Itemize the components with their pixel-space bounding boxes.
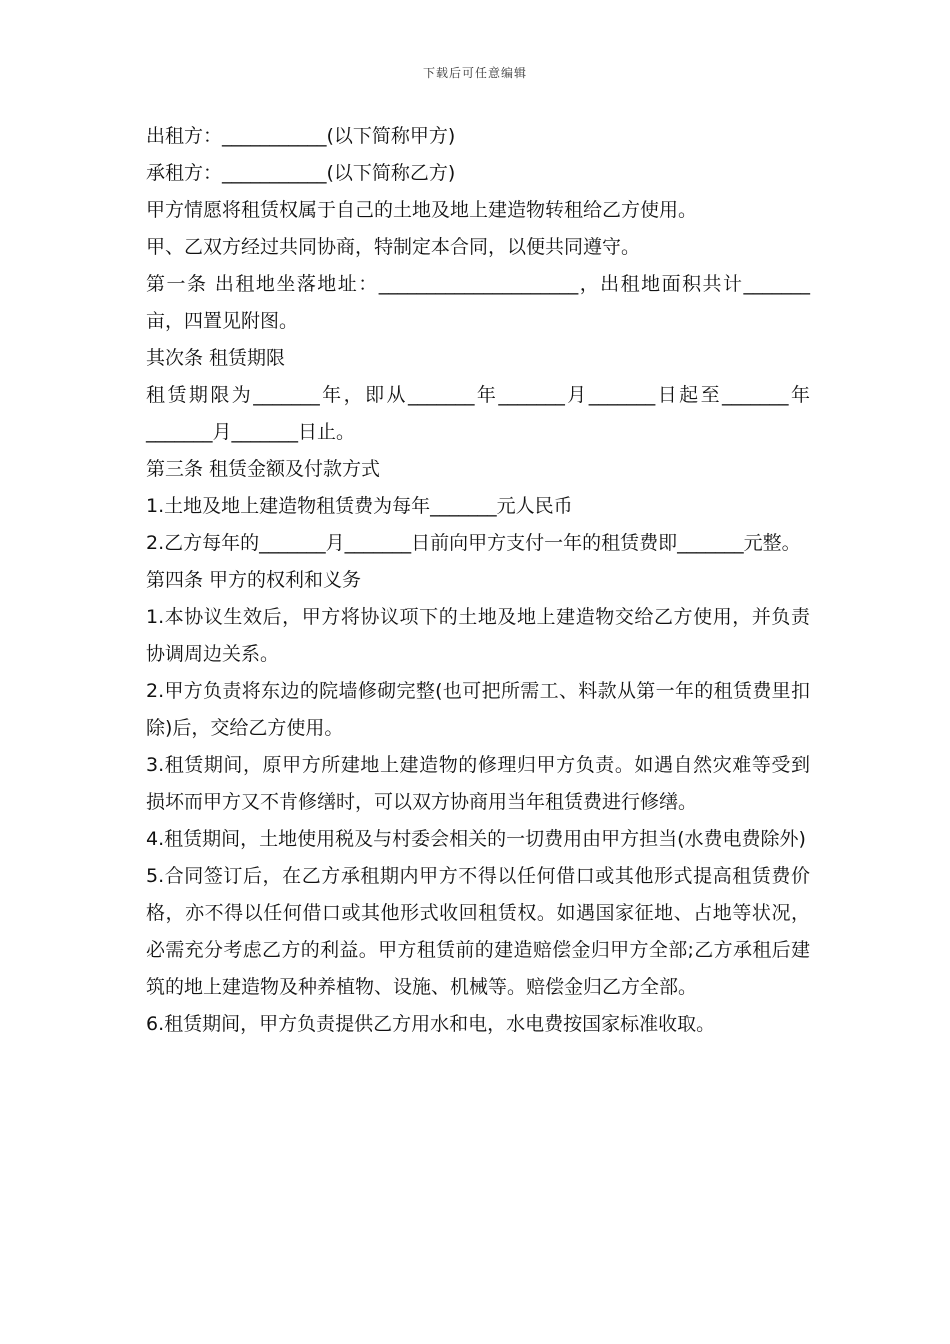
lessee-line: 承租方：___________(以下简称乙方) — [146, 162, 456, 184]
intro-paragraph: 甲方情愿将租赁权属于自己的土地及地上建造物转租给乙方使用。 — [146, 199, 698, 221]
article-4-item-5: 5.合同签订后，在乙方承租期内甲方不得以任何借口或其他形式提高租赁费价格，亦不得以任何借口或其他形式收回租赁权。如遇国家征地、占地等状况，必需充分考虑乙方的利益。甲方租赁前的建造赔偿金归甲方全部;乙方承租后建筑的地上建造物及种养植物、设施、机械等。赔偿金归乙方全部。 — [146, 865, 810, 998]
contract-body — [146, 118, 810, 1043]
article-3-item-1: 1.土地及地上建造物租赁费为每年_______元人民币 — [146, 495, 573, 517]
article-4-item-2: 2.甲方负责将东边的院墙修砌完整(也可把所需工、料款从第一年的租赁费里扣除)后，交给乙方使用。 — [146, 680, 810, 739]
article-4-item-3: 3.租赁期间，原甲方所建地上建造物的修理归甲方负责。如遇自然灾难等受到损坏而甲方又不肯修缮时，可以双方协商用当年租赁费进行修缮。 — [146, 754, 810, 813]
intro-paragraph: 甲、乙双方经过共同协商，特制定本合同，以便共同遵守。 — [146, 236, 641, 258]
article-4-item-6: 6.租赁期间，甲方负责提供乙方用水和电，水电费按国家标准收取。 — [146, 1013, 716, 1035]
article-4-item-4: 4.租赁期间，土地使用税及与村委会相关的一切费用由甲方担当(水费电费除外) — [146, 828, 806, 850]
article-3-heading: 第三条 租赁金额及付款方式 — [146, 458, 381, 480]
lessor-line: 出租方：___________(以下简称甲方) — [146, 125, 456, 147]
article-4-item-1: 1.本协议生效后，甲方将协议项下的土地及地上建造物交给乙方使用，并负责协调周边关系。 — [146, 606, 810, 665]
article-4-heading: 第四条 甲方的权利和义务 — [146, 569, 362, 591]
article-2-heading: 其次条 租赁期限 — [146, 347, 286, 369]
article-3-item-2: 2.乙方每年的_______月_______日前向甲方支付一年的租赁费即_______元整。 — [146, 532, 801, 554]
page-header-note: 下载后可任意编辑 — [422, 66, 527, 80]
article-2-term: 租赁期限为_______年，即从_______年_______月_______日起至_______年_______月_______日止。 — [146, 384, 810, 443]
article-1: 第一条 出租地坐落地址：_____________________，出租地面积共计_______亩，四置见附图。 — [146, 273, 810, 332]
